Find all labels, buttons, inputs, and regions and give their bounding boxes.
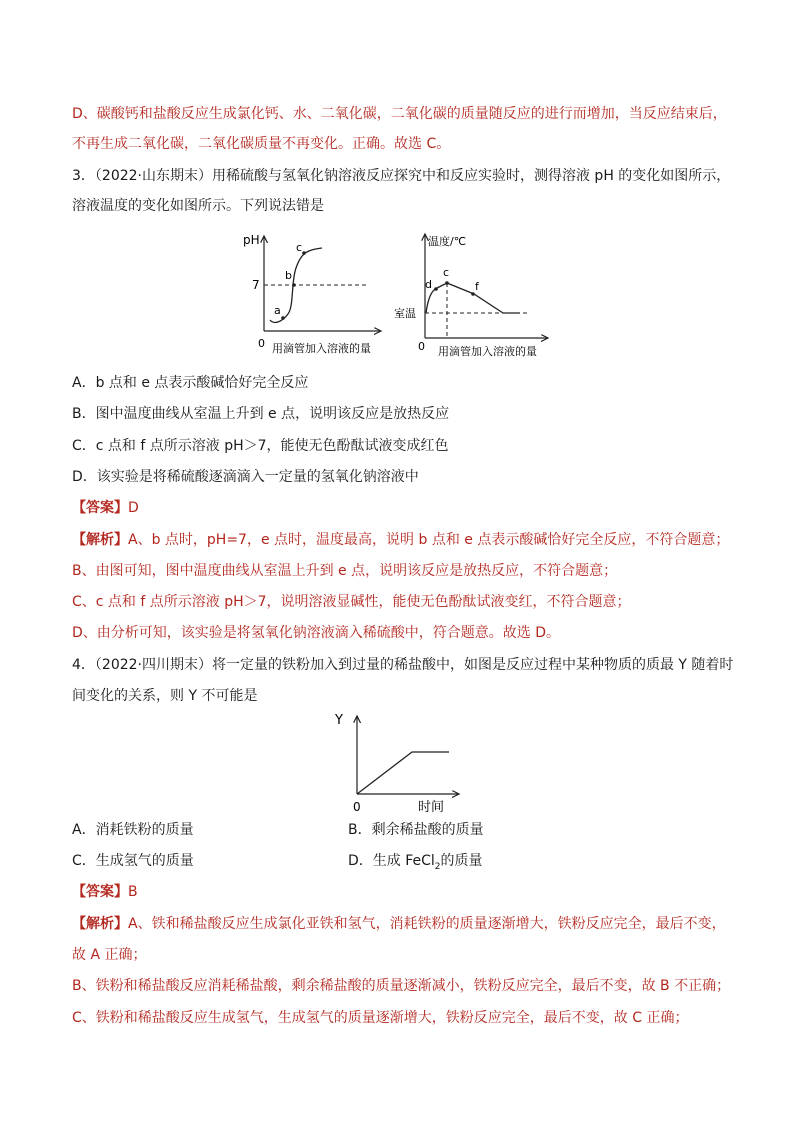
q3-explanation-line3: C、c 点和 f 点所示溶液 pH＞7，说明溶液显碱性，能使无色酚酞试液变红，不符合题意； [72,594,631,610]
ph-point-c [302,251,306,255]
q3-explanation-text1: A、b 点时，pH=7，e 点时，温度最高，说明 b 点和 e 点表示酸碱恰好完全反应，不符合题意； [128,532,730,548]
y-origin: 0 [353,800,361,814]
q3-answer [72,498,139,518]
ph-point-a [281,316,285,320]
temp-origin: 0 [418,340,425,353]
q3-answer-tag: 【答案】 [72,500,128,516]
ph-seven-tick: 7 [252,278,260,292]
q4-stem-line2: 间变化的关系，则 Y 不可能是 [72,688,258,704]
ph-chart [238,228,388,360]
q4-explanation-text1: A、铁和稀盐酸反应生成氯化亚铁和氢气，消耗铁粉的质量逐渐增大，铁粉反应完全，最后不变， [128,916,726,932]
q4-option-d-suffix: 的质量 [440,853,483,869]
ph-x-label: 用滴管加入溶液的量 [272,342,371,355]
q4-explanation-line1b: 故 A 正确； [72,947,147,963]
temp-x-label: 用滴管加入溶液的量 [438,345,537,358]
q4-option-d-subscript: 2 [434,861,441,872]
ph-y-label: pH [243,233,260,247]
q3-explanation-line2: B、由图可知，图中温度曲线从室温上升到 e 点，说明该反应是放热反应，不符合题意； [72,563,618,579]
q3-explanation-line1 [72,530,729,550]
q4-explanation-line3: C、铁粉和稀盐酸反应生成氢气，生成氢气的质量逐渐增大，铁粉反应完全，最后不变，故 C 正确； [72,1010,689,1026]
q4-answer-tag: 【答案】 [72,884,128,900]
temp-room-label: 室温 [394,307,416,320]
temp-label-d: d [425,278,432,291]
q3-explanation-tag: 【解析】 [72,532,128,548]
temperature-chart [392,228,557,360]
q3-option-b: B．图中温度曲线从室温上升到 e 点，说明该反应是放热反应 [72,406,450,422]
temp-y-label: 温度/℃ [428,235,467,248]
q4-answer [72,882,138,902]
q3-explanation-line4: D、由分析可知，该实验是将氢氧化钠溶液滴入稀硫酸中，符合题意。故选 D。 [72,625,561,641]
q4-explanation-line2: B、铁粉和稀盐酸反应消耗稀盐酸，剩余稀盐酸的质量逐渐减小，铁粉反应完全，最后不变，故 B 不正确； [72,978,731,994]
q3-stem-line2: 溶液温度的变化如图所示。下列说法错是 [72,198,324,214]
q3-stem-line1: 3．（2022·山东期末）用稀硫酸与氢氧化钠溶液反应探究中和反应实验时，测得溶液 pH 的变化如图所示， [72,168,731,184]
q3-option-a: A．b 点和 e 点表示酸碱恰好完全反应 [72,375,309,391]
y-label: Y [335,713,343,728]
time-label: 时间 [418,800,445,815]
ph-point-b [292,283,296,287]
q3-option-c: C．c 点和 f 点所示溶液 pH＞7，能使无色酚酞试液变成红色 [72,438,449,454]
q4-explanation-tag: 【解析】 [72,916,128,932]
q4-option-b: B．剩余稀盐酸的质量 [348,822,484,838]
y-curve [357,752,449,794]
temp-label-f: f [475,280,479,293]
q4-option-c: C．生成氢气的质量 [72,853,194,869]
temp-point-c [445,281,449,285]
temp-point-d [434,287,438,291]
q3-option-d: D．该实验是将稀硫酸逐滴滴入一定量的氢氧化钠溶液中 [72,469,419,485]
q3-answer-value: D [128,500,139,516]
y-time-chart [328,710,468,816]
ph-label-c: c [296,241,303,254]
q2-option-d-line2: 不再生成二氧化碳，二氧化碳质量不再变化。正确。故选 C。 [72,136,451,152]
q4-explanation-line1 [72,914,726,934]
ph-origin: 0 [258,337,265,350]
q4-option-d [348,851,483,877]
q4-answer-value: B [128,884,138,900]
q4-option-a: A．消耗铁粉的质量 [72,822,194,838]
ph-label-a: a [274,304,281,317]
temp-curve [426,283,520,313]
q4-stem-line1: 4．（2022·四川期末）将一定量的铁粉加入到过量的稀盐酸中，如图是反应过程中某种物质的质最 Y 随着时 [72,657,734,673]
q4-option-d-text: D．生成 FeCl [348,853,435,869]
temp-label-c: c [443,266,450,279]
ph-label-b: b [285,269,292,282]
q2-option-d-line1: D、碳酸钙和盐酸反应生成氯化钙、水、二氧化碳，二氧化碳的质量随反应的进行而增加，当反应结束后， [72,106,727,122]
